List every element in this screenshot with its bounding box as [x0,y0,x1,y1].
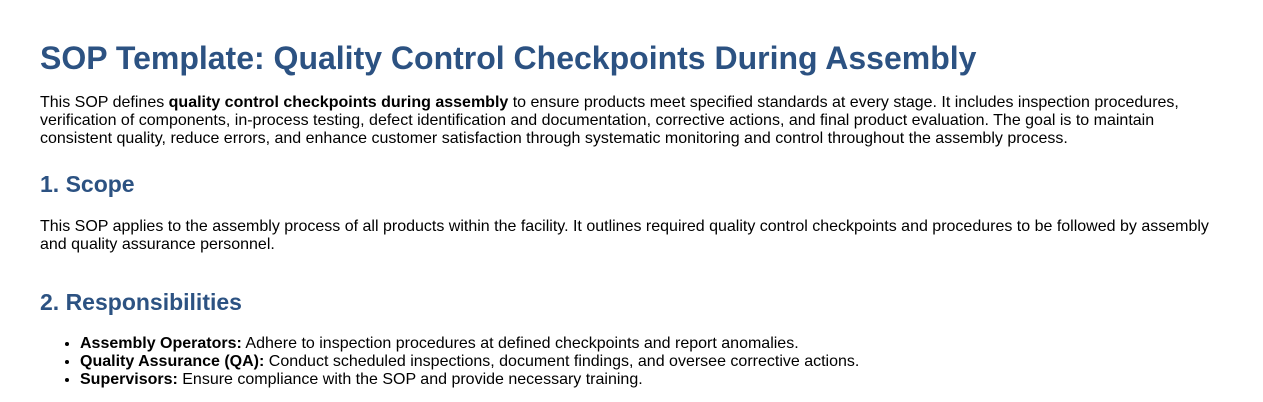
section-heading-scope: 1. Scope [40,171,135,197]
intro-text-end: to ensure products meet specified standards at every stage. It includes inspection procedures, verification of components, in-process testing, defect identification and documentation, corrective actions, and final product evaluation. The goal is to maintain consistent quality, reduce errors, and enhance customer satisfaction through systematic monitoring and control throughout the assembly process. [40,94,1179,147]
intro-bold-phrase: quality control checkpoints during assembly [168,94,509,111]
page-title: SOP Template: Quality Control Checkpoints During Assembly [40,40,977,76]
role-label: Supervisors: [80,371,178,388]
role-description: Adhere to inspection procedures at defined checkpoints and report anomalies. [241,335,799,352]
list-item [80,335,1223,353]
role-label: Assembly Operators: [80,335,242,352]
section-heading-responsibilities: 2. Responsibilities [40,289,242,315]
list-item [80,371,1223,389]
list-item [80,353,1223,371]
role-description: Ensure compliance with the SOP and provide necessary training. [177,371,643,388]
intro-paragraph [40,94,1223,148]
scope-paragraph: This SOP applies to the assembly process of all products within the facility. It outlines required quality control checkpoints and procedures to be followed by assembly and quality assurance personnel. [40,218,1209,253]
role-description: Conduct scheduled inspections, document findings, and oversee corrective actions. [264,353,860,370]
responsibilities-list [40,335,1223,389]
role-label: Quality Assurance (QA): [80,353,265,370]
intro-text-start: This SOP defines [40,94,169,111]
